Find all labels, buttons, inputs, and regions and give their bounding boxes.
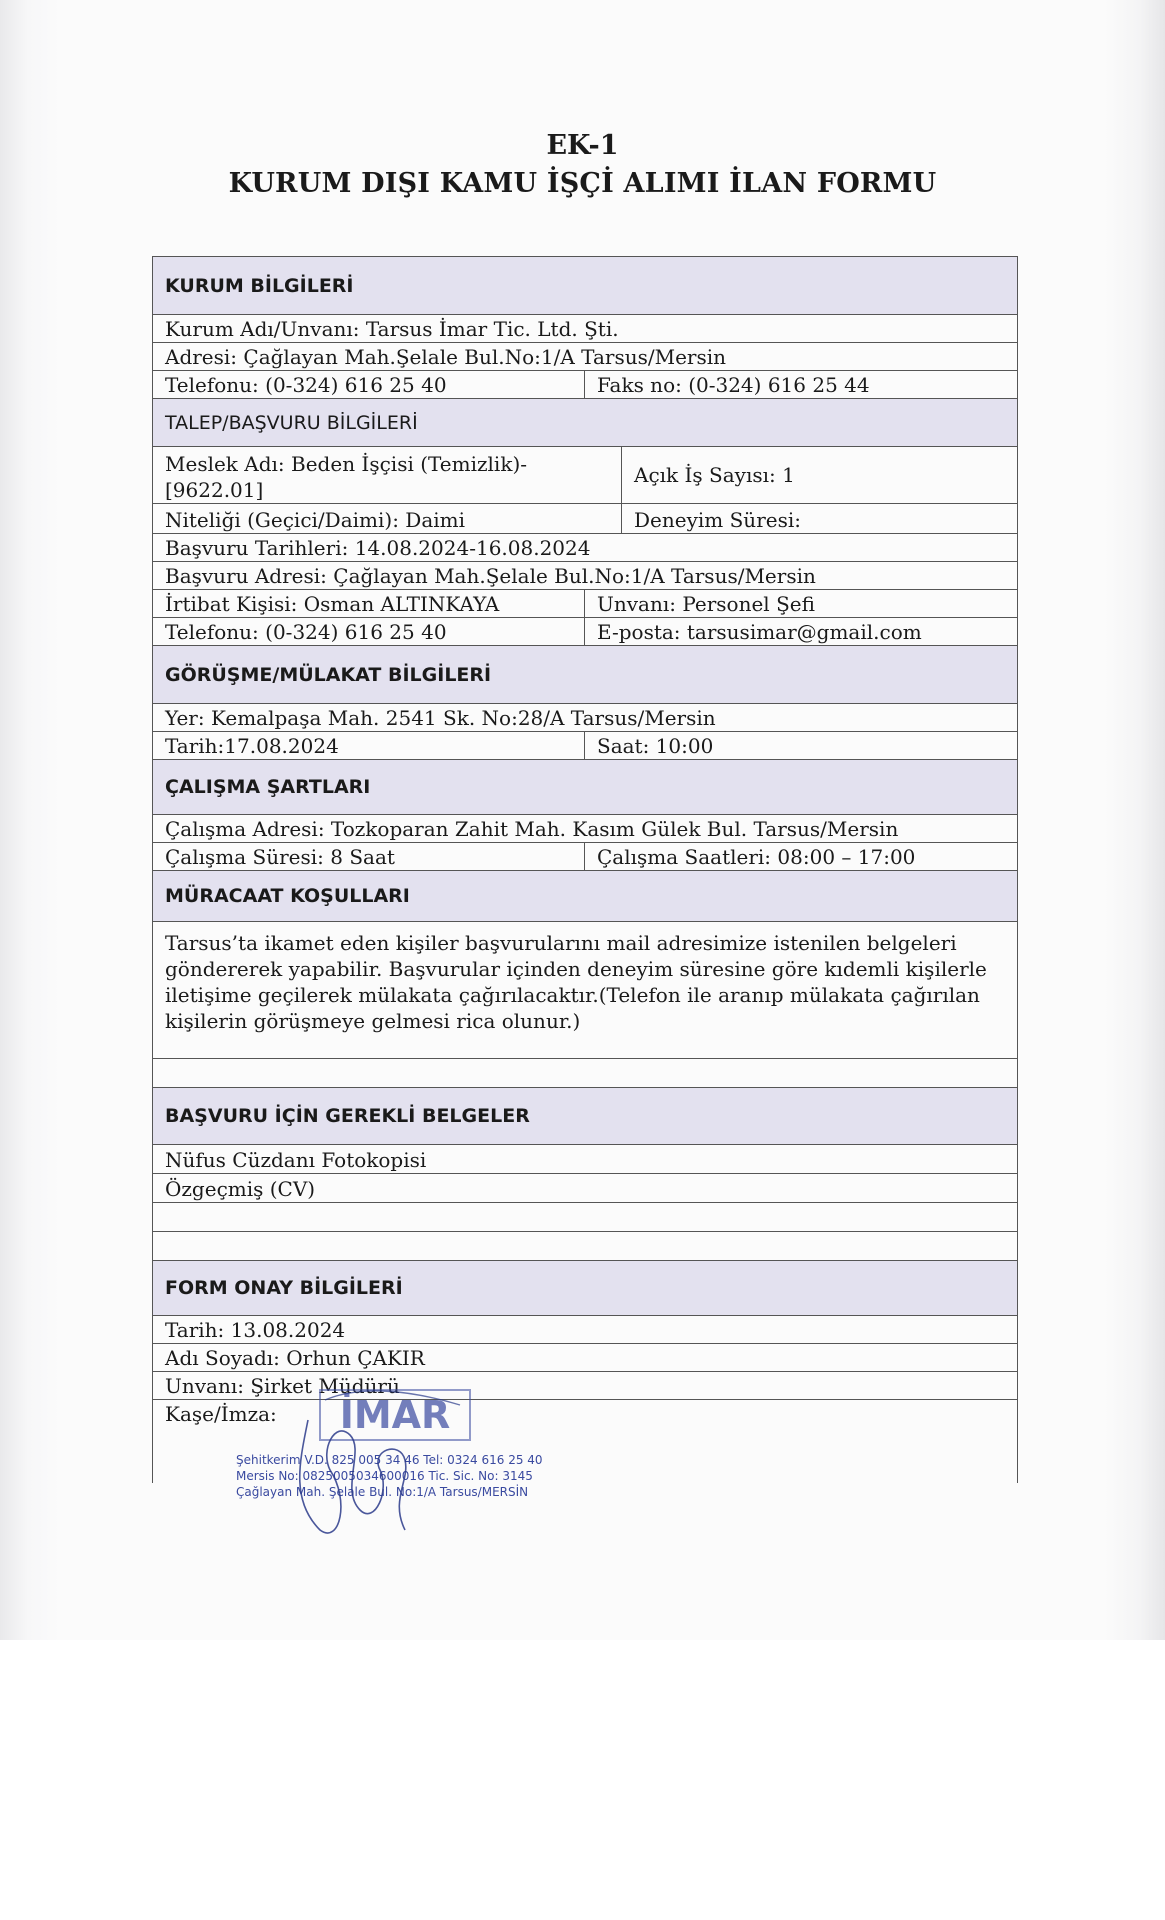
application-address: Başvuru Adresi: Çağlayan Mah.Şelale Bul.No:1/A Tarsus/Mersin: [165, 564, 816, 588]
work-duration: Çalışma Süresi: 8 Saat: [165, 845, 395, 869]
interview-date-row: [153, 732, 1017, 760]
work-hours-row: [153, 843, 1017, 871]
document-item: Nüfus Cüzdanı Fotokopisi: [165, 1148, 427, 1172]
open-positions: Açık İş Sayısı: 1: [621, 447, 1017, 503]
document-item-row: [153, 1145, 1017, 1174]
empty-row: [153, 1232, 1017, 1261]
section-title: KURUM BİLGİLERİ: [165, 274, 354, 297]
section-talep-header: [153, 399, 1017, 447]
document-code: EK-1: [546, 130, 619, 161]
kurum-name-row: [153, 315, 1017, 343]
position-type: Niteliği (Geçici/Daimi): Daimi: [165, 508, 465, 532]
stamp-logo: [320, 1390, 470, 1440]
contact-row: [153, 590, 1017, 618]
section-title: MÜRACAAT KOŞULLARI: [165, 885, 410, 907]
stamp-logo-text: İMAR: [339, 1393, 451, 1437]
section-onay-header: [153, 1261, 1017, 1316]
kurum-fax: Faks no: (0-324) 616 25 44: [584, 371, 1017, 398]
interview-location: Yer: Kemalpaşa Mah. 2541 Sk. No:28/A Tarsus/Mersin: [165, 706, 716, 730]
experience-duration: Deneyim Süresi:: [621, 504, 1017, 533]
section-title: TALEP/BAŞVURU BİLGİLERİ: [165, 411, 418, 434]
approval-date-row: [153, 1316, 1017, 1344]
kurum-phone: Telefonu: (0-324) 616 25 40: [165, 373, 447, 397]
section-title: BAŞVURU İÇİN GEREKLİ BELGELER: [165, 1105, 530, 1127]
work-hours: Çalışma Saatleri: 08:00 – 17:00: [584, 843, 1017, 870]
document-title: KURUM DIŞI KAMU İŞÇİ ALIMI İLAN FORMU: [228, 168, 937, 199]
interview-date: Tarih:17.08.2024: [165, 734, 339, 758]
kurum-address-row: [153, 343, 1017, 371]
document-item-row: [153, 1174, 1017, 1203]
section-muracaat-header: [153, 871, 1017, 922]
contact-title: Unvanı: Personel Şefi: [584, 590, 1017, 617]
section-title: GÖRÜŞME/MÜLAKAT BİLGİLERİ: [165, 663, 492, 686]
announcement-form: [152, 256, 1018, 1483]
meslek-code: [9622.01]: [165, 478, 264, 502]
interview-location-row: [153, 704, 1017, 732]
contact-phone: Telefonu: (0-324) 616 25 40: [165, 620, 447, 644]
application-address-row: [153, 562, 1017, 590]
approval-date: Tarih: 13.08.2024: [165, 1318, 346, 1342]
contact-email: E-posta: tarsusimar@gmail.com: [584, 618, 1017, 645]
work-address-row: [153, 815, 1017, 843]
kurum-address: Adresi: Çağlayan Mah.Şelale Bul.No:1/A Tarsus/Mersin: [165, 345, 727, 369]
empty-row: [153, 1059, 1017, 1088]
signature-label: Kaşe/İmza:: [165, 1402, 277, 1426]
approver-title: Unvanı: Şirket Müdürü: [165, 1374, 400, 1398]
conditions-text: Tarsus’ta ikamet eden kişiler başvurularını mail adresimize istenilen belgeleri göndererek yapabilir. Başvurular içinden deneyim süresine göre kıdemli kişilerle iletişime geçilerek mülakata çağırılacaktır.(Telefon ile aranıp mülakata çağırılan kişilerin görüşmeye gelmesi rica olunur.): [165, 931, 987, 1033]
section-calisma-header: [153, 760, 1017, 815]
document-item: Özgeçmiş (CV): [165, 1177, 316, 1201]
company-stamp: [230, 1380, 550, 1540]
approver-name: Adı Soyadı: Orhun ÇAKIR: [165, 1346, 425, 1370]
section-title: ÇALIŞMA ŞARTLARI: [165, 776, 371, 798]
contact-person: İrtibat Kişisi: Osman ALTINKAYA: [165, 592, 500, 616]
kurum-name: Kurum Adı/Unvanı: Tarsus İmar Tic. Ltd. Şti.: [165, 317, 619, 341]
interview-time: Saat: 10:00: [584, 732, 1017, 759]
application-dates: Başvuru Tarihleri: 14.08.2024-16.08.2024: [165, 536, 591, 560]
kurum-phone-row: [153, 371, 1017, 399]
meslek-name: Meslek Adı: Beden İşçisi (Temizlik)-: [165, 452, 528, 476]
nitelik-row: [153, 504, 1017, 534]
stamp-line: Mersis No: 0825005034600016 Tic. Sic. No: 3145: [236, 1469, 533, 1483]
section-title: FORM ONAY BİLGİLERİ: [165, 1277, 403, 1299]
section-kurum-header: [153, 257, 1017, 315]
empty-row: [153, 1203, 1017, 1232]
approver-name-row: [153, 1344, 1017, 1372]
section-belgeler-header: [153, 1088, 1017, 1145]
stamp-line: Çağlayan Mah. Şelale Bul. No:1/A Tarsus/MERSİN: [236, 1485, 529, 1499]
section-gorusme-header: [153, 646, 1017, 704]
conditions-row: [153, 922, 1017, 1059]
stamp-line: Şehitkerim V.D. 825 005 34 46 Tel: 0324 616 25 40: [236, 1453, 543, 1467]
meslek-cell: [153, 447, 621, 503]
contact-phone-row: [153, 618, 1017, 646]
application-dates-row: [153, 534, 1017, 562]
work-address: Çalışma Adresi: Tozkoparan Zahit Mah. Kasım Gülek Bul. Tarsus/Mersin: [165, 817, 899, 841]
meslek-row: [153, 447, 1017, 504]
